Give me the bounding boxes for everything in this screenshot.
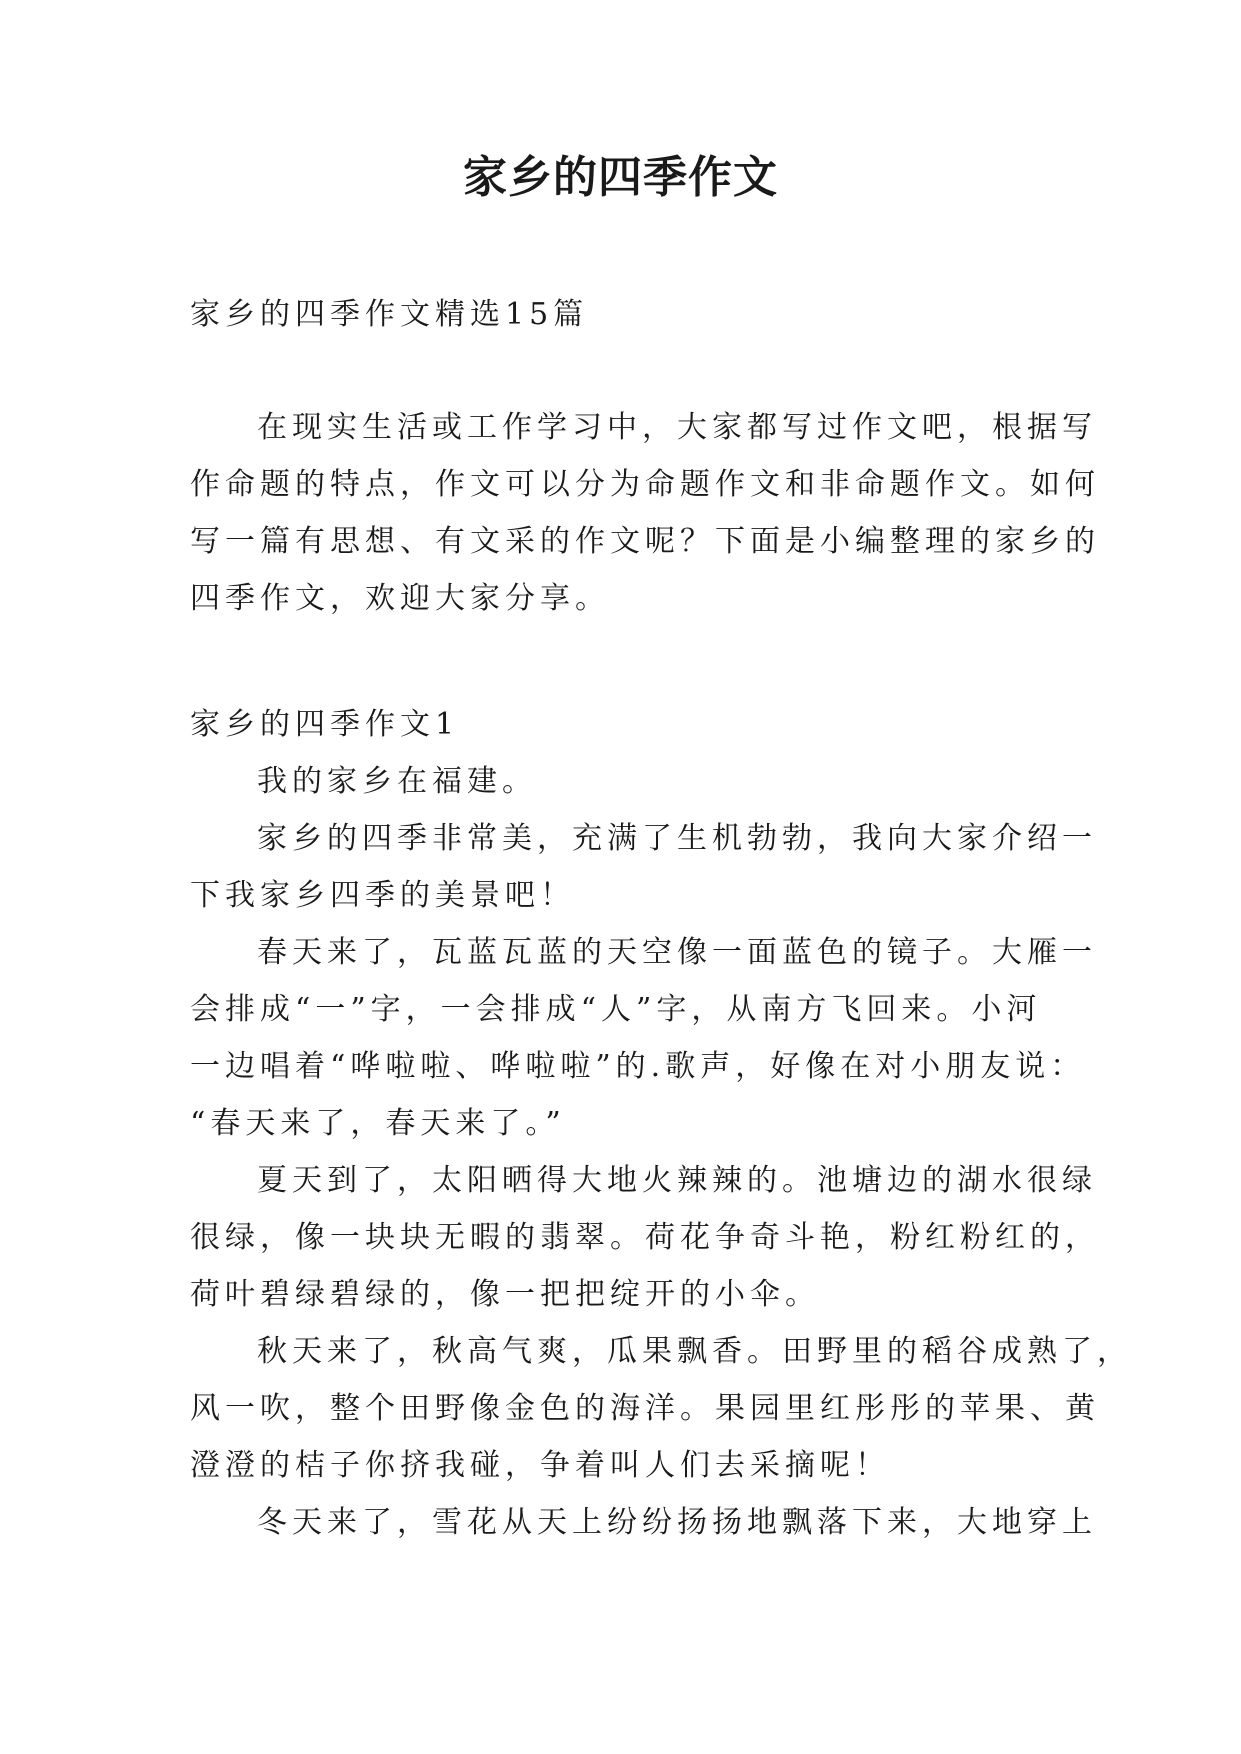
essay-line-11: 秋天来了，秋高气爽，瓜果飘香。田野里的稻谷成熟了， bbox=[257, 1334, 1132, 1369]
essay-line-4: 春天来了，瓦蓝瓦蓝的天空像一面蓝色的镜子。大雁一 bbox=[257, 935, 1097, 970]
essay-line-6: 一边唱着“哗啦啦、哗啦啦”的.歌声，好像在对小朋友说： bbox=[190, 1049, 1086, 1084]
intro-line-2: 作命题的特点，作文可以分为命题作文和非命题作文。如何 bbox=[190, 467, 1100, 502]
document-title: 家乡的四季作文 bbox=[463, 152, 778, 203]
essay-line-1: 我的家乡在福建。 bbox=[257, 764, 537, 799]
intro-line-1: 在现实生活或工作学习中，大家都写过作文吧，根据写 bbox=[257, 410, 1097, 445]
essay-line-3: 下我家乡四季的美景吧！ bbox=[190, 878, 575, 913]
essay-line-12: 风一吹，整个田野像金色的海洋。果园里红彤彤的苹果、黄 bbox=[190, 1391, 1100, 1426]
essay-line-2: 家乡的四季非常美，充满了生机勃勃，我向大家介绍一 bbox=[257, 821, 1097, 856]
document-subtitle: 家乡的四季作文精选15篇 bbox=[190, 297, 589, 332]
essay-line-5: 会排成“一”字，一会排成“人”字，从南方飞回来。小河 bbox=[190, 992, 1042, 1027]
essay-line-8: 夏天到了，太阳晒得大地火辣辣的。池塘边的湖水很绿 bbox=[257, 1163, 1097, 1198]
essay-heading: 家乡的四季作文1 bbox=[190, 707, 460, 742]
intro-line-3: 写一篇有思想、有文采的作文呢？下面是小编整理的家乡的 bbox=[190, 524, 1100, 559]
essay-line-9: 很绿，像一块块无暇的翡翠。荷花争奇斗艳，粉红粉红的， bbox=[190, 1220, 1100, 1255]
essay-line-14: 冬天来了，雪花从天上纷纷扬扬地飘落下来，大地穿上 bbox=[257, 1505, 1097, 1540]
essay-line-10: 荷叶碧绿碧绿的，像一把把绽开的小伞。 bbox=[190, 1277, 820, 1312]
essay-line-7: “春天来了，春天来了。” bbox=[190, 1106, 566, 1141]
essay-line-13: 澄澄的桔子你挤我碰，争着叫人们去采摘呢！ bbox=[190, 1448, 890, 1483]
intro-line-4: 四季作文，欢迎大家分享。 bbox=[190, 581, 610, 616]
